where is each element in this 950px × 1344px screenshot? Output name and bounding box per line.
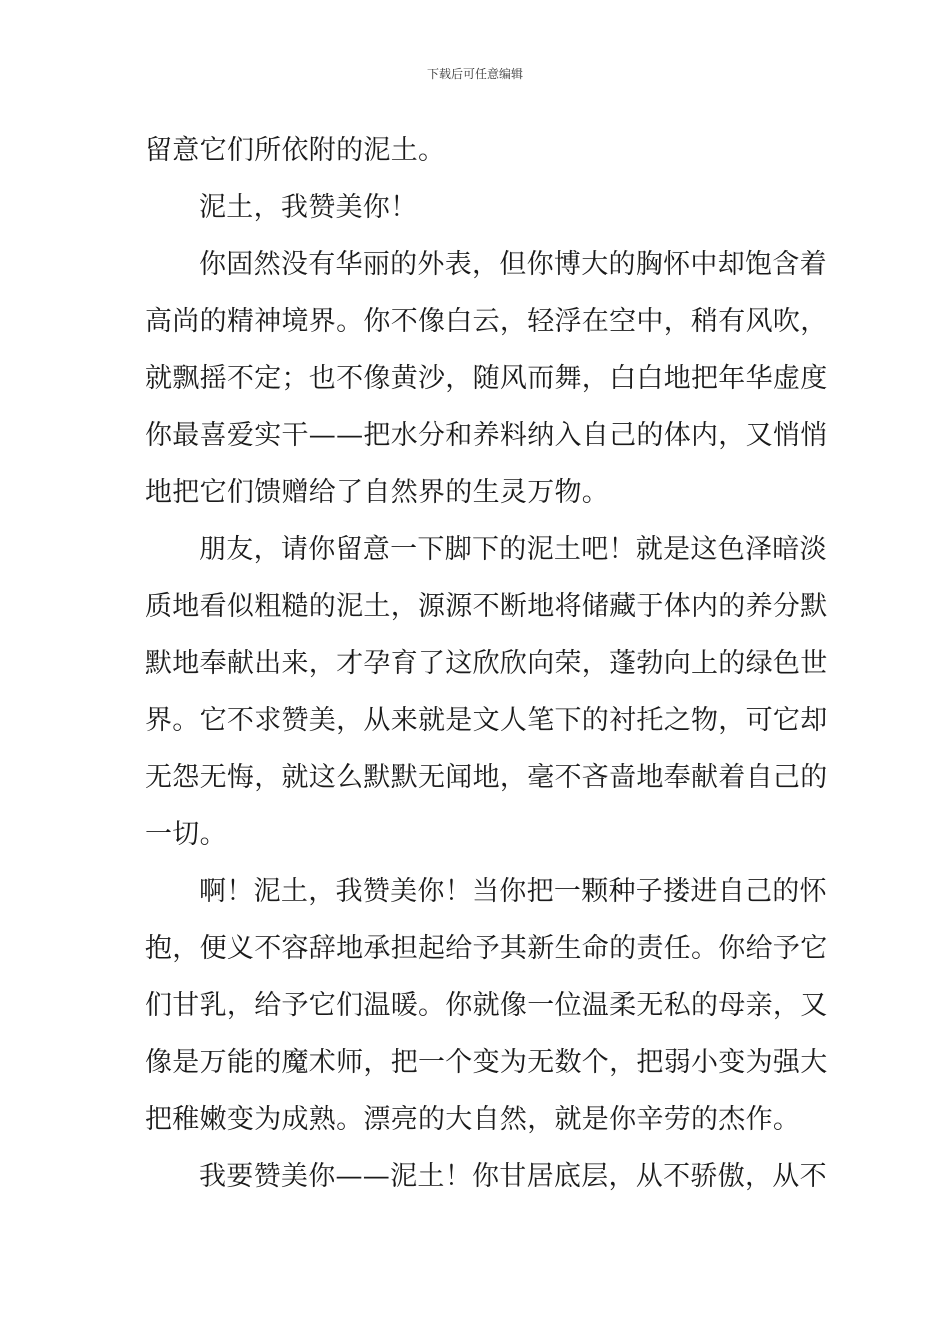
text-line: 泥土，我赞美你！ — [199, 192, 418, 223]
text-line: 高尚的精神境界。你不像白云，轻浮在空中，稍有风吹， — [145, 306, 828, 337]
text-line: 你最喜爱实干——把水分和养料纳入自己的体内，又悄悄 — [145, 420, 828, 451]
body-text — [145, 129, 828, 1212]
text-line: 一切。 — [145, 819, 227, 850]
text-line: 地把它们馈赠给了自然界的生灵万物。 — [145, 477, 610, 508]
text-line: 无怨无悔，就这么默默无闻地，毫不吝啬地奉献着自己的 — [145, 762, 828, 793]
text-line: 把稚嫩变为成熟。漂亮的大自然，就是你辛劳的杰作。 — [145, 1104, 801, 1135]
text-line: 我要赞美你——泥土！你甘居底层，从不骄傲，从不 — [199, 1161, 827, 1192]
text-line: 界。它不求赞美，从来就是文人笔下的衬托之物，可它却 — [145, 705, 828, 736]
text-line: 像是万能的魔术师，把一个变为无数个，把弱小变为强大 — [145, 1047, 828, 1078]
text-line: 抱，便义不容辞地承担起给予其新生命的责任。你给予它 — [145, 933, 828, 964]
text-line: 们甘乳，给予它们温暖。你就像一位温柔无私的母亲，又 — [145, 990, 828, 1021]
page-header: 下载后可任意编辑 — [426, 67, 523, 81]
text-line: 朋友，请你留意一下脚下的泥土吧！就是这色泽暗淡 — [199, 534, 827, 565]
text-line: 默地奉献出来，才孕育了这欣欣向荣，蓬勃向上的绿色世 — [145, 648, 828, 679]
text-line: 留意它们所依附的泥土。 — [145, 135, 446, 166]
text-line: 就飘摇不定；也不像黄沙，随风而舞，白白地把年华虚度 — [145, 363, 828, 394]
text-line: 啊！泥土，我赞美你！当你把一颗种子搂进自己的怀 — [199, 876, 827, 907]
text-line: 你固然没有华丽的外表，但你博大的胸怀中却饱含着 — [199, 249, 827, 280]
text-line: 质地看似粗糙的泥土，源源不断地将储藏于体内的养分默 — [145, 591, 828, 622]
